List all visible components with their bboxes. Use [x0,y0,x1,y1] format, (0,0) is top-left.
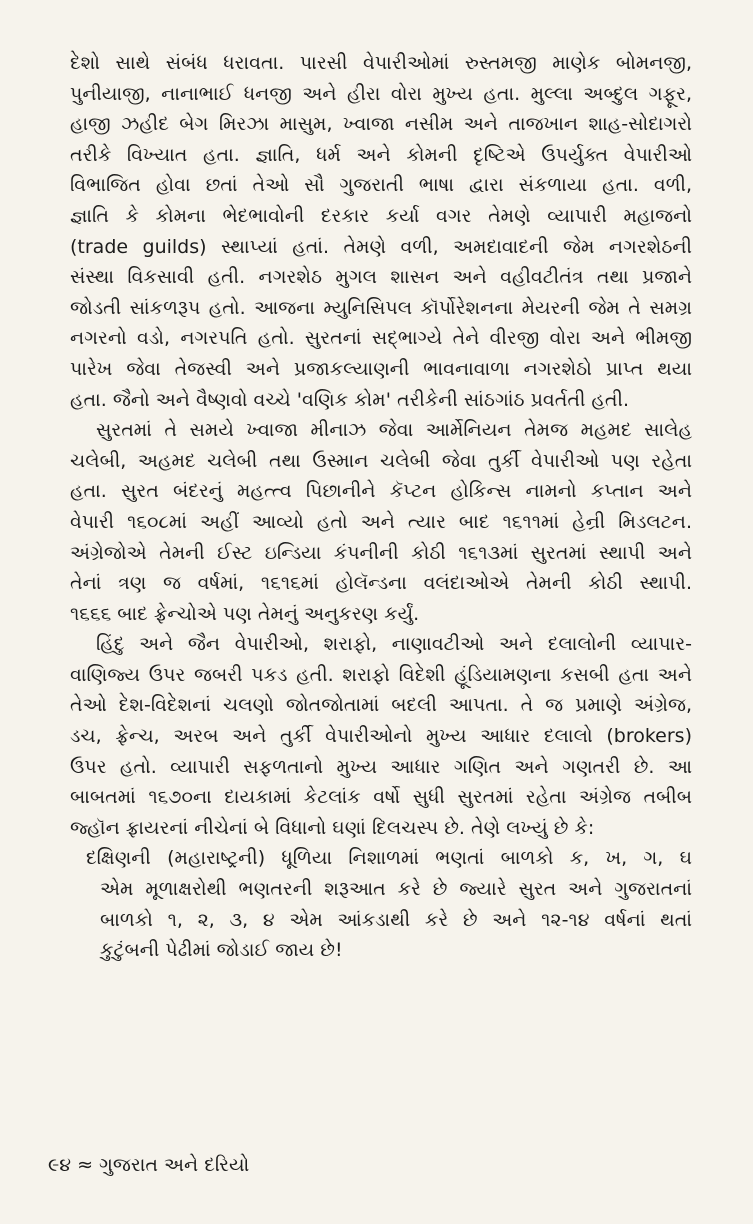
text-line: જ્ઞાતિ કે કોમના ભેદભાવોની દરકાર કર્યા વગર તેમણે વ્યાપારી મહાજનો [70,204,692,227]
text-line: જોડતી સાંકળરૂપ હતો. આજના મ્યુનિસિપલ કૉર્પોરેશનના મેયરની જેમ તે સમગ્ર [70,296,692,319]
text-line: બાબતમાં ૧૬૭૦ના દાયકામાં કેટલાંક વર્ષો સુધી સુરતમાં રહેતા અંગ્રેજ તબીબ [70,786,692,809]
text-line: હાજી ઝહીદ બેગ મિરઝા માસુમ, ખ્વાજા નસીમ અને તાજખાન શાહ-સોદાગરો [70,113,692,136]
body-text [70,48,692,966]
text-line: વેપારી ૧૬૦૮માં અહીં આવ્યો હતો અને ત્યાર બાદ ૧૬૧૧માં હેન્રી મિડલટન. [70,510,692,533]
text-line: (trade guilds) સ્થાપ્યાં હતાં. તેમણે વળી, અમદાવાદની જેમ નગરશેઠની [70,235,692,258]
text-line: તરીકે વિખ્યાત હતા. જ્ઞાતિ, ધર્મ અને કોમની દૃષ્ટિએ ઉપર્યુક્ત વેપારીઓ [70,143,692,166]
text-line: પુનીયાજી, નાનાભાઈ ધનજી અને હીરા વોરા મુખ્ય હતા. મુલ્લા અબ્દુલ ગફૂર, [70,82,692,105]
text-line: હતા. જૈનો અને વૈષ્ણવો વચ્ચે 'વણિક કોમ' તરીકેની સાંઠગાંઠ પ્રવર્તતી હતી. [70,388,630,411]
text-line: દક્ષિણની (મહારાષ્ટ્રની) ધૂળિયા નિશાળમાં ભણતાં બાળકો ક, ખ, ગ, ઘ [86,847,692,870]
text-line: હતા. સુરત બંદરનું મહત્ત્વ પિછાનીને કૅપ્ટન હોકિન્સ નામનો કપ્તાન અને [70,480,692,503]
text-line: ડચ, ફ્રેન્ચ, અરબ અને તુર્કી વેપારીઓનો મુખ્ય આધાર દલાલો (brokers) [70,725,692,748]
page-number: ૯૪ [48,1154,72,1176]
text-line: નગરનો વડો, નગરપતિ હતો. સુરતનાં સદ્ભાગ્યે તેને વીરજી વોરા અને ભીમજી [70,327,692,350]
text-line: હિંદુ અને જૈન વેપારીઓ, શરાફો, નાણાવટીઓ અને દલાલોની વ્યાપાર- [96,633,692,656]
text-line: સુરતમાં તે સમયે ખ્વાજા મીનાઝ જેવા આર્મેનિયન તેમજ મહમદ સાલેહ [96,419,692,442]
text-line: ૧૬૬૬ બાદ ફ્રેન્ચોએ પણ તેમનું અનુકરણ કર્યું. [70,602,420,625]
text-line: જ્હૉન ફ્રાયરનાં નીચેનાં બે વિધાનો ઘણાં દિલચસ્પ છે. તેણે લખ્યું છે કે: [70,816,595,839]
book-title: ગુજરાત અને દરિયો [99,1154,250,1176]
footer-separator: ≈ [77,1154,93,1176]
text-line: સંસ્થા વિકસાવી હતી. નગરશેઠ મુગલ શાસન અને વહીવટીતંત્ર તથા પ્રજાને [70,266,692,289]
text-line: તેઓ દેશ-વિદેશનાં ચલણો જોતજોતામાં બદલી આપતા. તે જ પ્રમાણે અંગ્રેજ, [70,694,692,717]
text-line: ચલેબી, અહમદ ચલેબી તથા ઉસ્માન ચલેબી જેવા તુર્કી વેપારીઓ પણ રહેતા [70,449,692,472]
text-line: તેનાં ત્રણ જ વર્ષમાં, ૧૬૧૬માં હોલૅન્ડના વલંદાઓએ તેમની કોઠી સ્થાપી. [70,572,692,595]
text-line: એમ મૂળાક્ષરોથી ભણતરની શરૂઆત કરે છે જ્યારે સુરત અને ગુજરાતનાં [100,878,692,901]
text-line: ઉપર હતો. વ્યાપારી સફળતાનો મુખ્ય આધાર ગણિત અને ગણતરી છે. આ [70,755,692,778]
text-line: અંગ્રેજોએ તેમની ઈસ્ટ ઇન્ડિયા કંપનીની કોઠી ૧૬૧૩માં સુરતમાં સ્થાપી અને [70,541,692,564]
page-footer [48,1150,249,1180]
text-line: વાણિજ્ય ઉપર જબરી પકડ હતી. શરાફો વિદેશી હૂંડિયામણના કસબી હતા અને [70,663,692,686]
text-line: વિભાજિત હોવા છતાં તેઓ સૌ ગુજરાતી ભાષા દ્વારા સંકળાયા હતા. વળી, [70,174,692,197]
text-line: પારેખ જેવા તેજસ્વી અને પ્રજાકલ્યાણની ભાવનાવાળા નગરશેઠો પ્રાપ્ત થયા [70,357,692,380]
text-line: કુટુંબની પેઢીમાં જોડાઈ જાય છે! [100,939,343,962]
text-line: બાળકો ૧, ૨, ૩, ૪ એમ આંકડાથી કરે છે અને ૧૨-૧૪ વર્ષનાં થતાં [100,908,692,931]
text-line: દેશો સાથે સંબંધ ધરાવતા. પારસી વેપારીઓમાં રુસ્તમજી માણેક બોમનજી, [70,52,692,74]
